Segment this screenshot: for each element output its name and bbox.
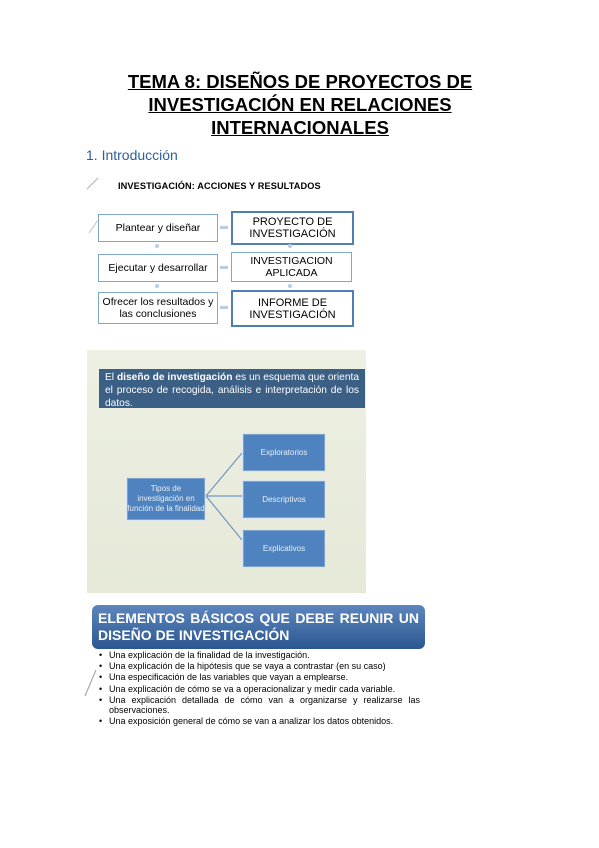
action-box-results (98, 292, 218, 324)
bullet-glyph: • (99, 694, 103, 705)
result-label: INFORME DE INVESTIGACIÓN (249, 296, 336, 321)
title-line-2: INVESTIGACIÓN EN RELACIONES (148, 94, 452, 115)
list-item (98, 716, 420, 726)
bullet-glyph: • (99, 672, 103, 683)
result-box-applied (231, 252, 352, 282)
connector (220, 226, 228, 229)
definition-text: es un esquema que orienta el proceso de recogida, análisis e interpretación de los datos. (105, 372, 359, 409)
action-label: Ejecutar y desarrollar (108, 262, 208, 274)
action-label: Plantear y diseñar (115, 222, 201, 234)
list-item (98, 672, 420, 682)
section-heading: 1. Introducción (86, 147, 178, 163)
connector (220, 266, 228, 269)
result-box-report (231, 290, 354, 327)
bullet-glyph: • (99, 683, 103, 694)
list-item-text: Una explicación detallada de cómo van a organizarse y realizarse las observaciones. (109, 694, 420, 716)
list-item (98, 695, 420, 715)
diagram-heading: INVESTIGACIÓN: ACCIONES Y RESULTADOS (118, 181, 321, 191)
list-item (98, 684, 420, 694)
list-item-text: Una exposición general de cómo se van a analizar los datos obtenidos. (109, 716, 394, 727)
definition-term: diseño de investigación (116, 372, 233, 383)
action-box-plan (98, 214, 218, 242)
title-line-1: TEMA 8: DISEÑOS DE PROYECTOS DE (127, 71, 473, 92)
action-box-execute (98, 254, 218, 282)
connector (220, 306, 228, 309)
type-node-descriptive (242, 480, 326, 519)
connector-dot (288, 284, 292, 288)
bullet-glyph: • (99, 661, 103, 672)
pen-stroke-decoration (86, 176, 100, 190)
type-label: Exploratorios (260, 447, 308, 457)
page-title (40, 70, 560, 139)
elements-list (98, 650, 420, 727)
list-item (98, 650, 420, 660)
action-label: Ofrecer los resultados y las conclusiones (102, 296, 214, 320)
connector-dot (288, 244, 292, 248)
list-item-text: Una explicación de la hipótesis que se vaya a contrastar (en su caso) (109, 661, 386, 672)
bullet-glyph: • (99, 650, 103, 660)
list-item-text: Una especificación de las variables que vayan a emplearse. (109, 672, 349, 683)
type-node-exploratory (242, 433, 326, 472)
title-line-3: INTERNACIONALES (211, 117, 389, 138)
type-label: Explicativos (262, 543, 306, 553)
result-label: INVESTIGACION APLICADA (250, 255, 333, 279)
bullet-glyph: • (99, 716, 103, 727)
definition-box (99, 369, 365, 408)
center-node-label: Tipos de investigación en función de la finalidad (127, 484, 205, 513)
result-label: PROYECTO DE INVESTIGACIÓN (249, 216, 336, 240)
connector-dot (155, 284, 159, 288)
type-label: Descriptivos (262, 494, 306, 504)
types-center-node (126, 477, 206, 521)
pen-stroke-decoration (84, 668, 98, 698)
list-item (98, 661, 420, 671)
result-box-project (231, 211, 354, 245)
type-node-explanatory (242, 529, 326, 568)
list-item-text: Una explicación de cómo se va a operacionalizar y medir cada variable. (109, 683, 396, 694)
elements-banner: ELEMENTOS BÁSICOS QUE DEBE REUNIR UN DISEÑO DE INVESTIGACIÓN (92, 605, 425, 649)
definition-prefix: El (105, 372, 115, 383)
list-item-text: Una explicación de la finalidad de la investigación. (109, 650, 310, 660)
connector-dot (155, 244, 159, 248)
